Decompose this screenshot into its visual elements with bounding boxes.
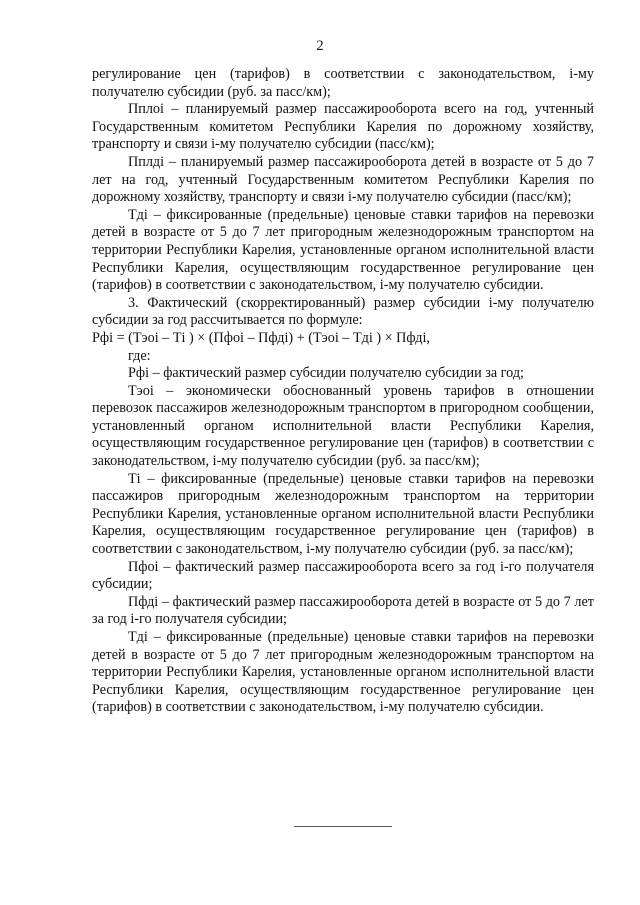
where-label: где: bbox=[128, 347, 151, 364]
definition-teo: Тэоi – экономически обоснованный уровень тарифов в отношении перевозок пассажиров железнодорожным транспортом в пригородном сообщении, установленный органом исполнительной власти Республики Карелия, осуществляющим государственное регулирование цен (тарифов) в соответствии с законодательством, i-му получателю субсидии (руб. за пасс/км); bbox=[92, 382, 594, 470]
definition-pplo: Пплоi – планируемый размер пассажирооборота всего на год, учтенный Государственным комитетом Республики Карелия по дорожному хозяйству, транспорту и связи i-му получателю субсидии (пасс/км); bbox=[92, 101, 594, 153]
paragraph-continuation: регулирование цен (тарифов) в соответствии с законодательством, i-му получателю субсидии (руб. за пасс/км); bbox=[92, 66, 594, 100]
definition-td-2: Тдi – фиксированные (предельные) ценовые ставки тарифов на перевозки детей в возрасте от 5 до 7 лет пригородным железнодорожным транспортом на территории Республики Карелия, установленные органом исполнительной власти Республики Карелия, осуществляющим государственное регулирование цен (тарифов) в соответствии с законодательством, i-му получателю субсидии. bbox=[92, 629, 594, 716]
definition-pfd: Пфдi – фактический размер пассажирооборота детей в возрасте от 5 до 7 лет за год i-го получателя субсидии; bbox=[92, 593, 594, 628]
definition-t: Тi – фиксированные (предельные) ценовые ставки тарифов на перевозки пассажиров пригородным железнодорожным транспортом на территории Республики Карелия, установленные органом исполнительной власти Республики Карелия, осуществляющим государственное регулирование цен (тарифов) в соответствии с законодательством, i-му получателю субсидии (руб. за пасс/км); bbox=[92, 470, 594, 558]
definition-td: Тдi – фиксированные (предельные) ценовые ставки тарифов на перевозки детей в возрасте от 5 до 7 лет пригородным железнодорожным транспортом на территории Республики Карелия, установленные органом исполнительной власти Республики Карелия, осуществляющим государственное регулирование цен (тарифов) в соответствии с законодательством, i-му получателю субсидии. bbox=[92, 206, 594, 294]
page-number: 2 bbox=[316, 38, 324, 54]
document-body bbox=[92, 66, 594, 717]
formula: Рфi = (Тэоi – Тi ) × (Пфоi – Пфдi) + (Тэоi – Тдi ) × Пфдi, bbox=[92, 329, 430, 346]
clause-3: 3. Фактический (скорректированный) размер субсидии i-му получателю субсидии за год рассчитывается по формуле: bbox=[92, 294, 594, 329]
definition-pfo: Пфоi – фактический размер пассажирооборота всего за год i-го получателя субсидии; bbox=[92, 558, 594, 593]
footer-divider bbox=[294, 826, 392, 827]
definition-rf: Рфi – фактический размер субсидии получателю субсидии за год; bbox=[128, 365, 524, 382]
definition-ppld: Пплдi – планируемый размер пассажирооборота детей в возрасте от 5 до 7 лет на год, учтенный Государственным комитетом Республики Карелия по дорожному хозяйству, транспорту и связи i-му получателю субсидии (пасс/км); bbox=[92, 153, 594, 206]
